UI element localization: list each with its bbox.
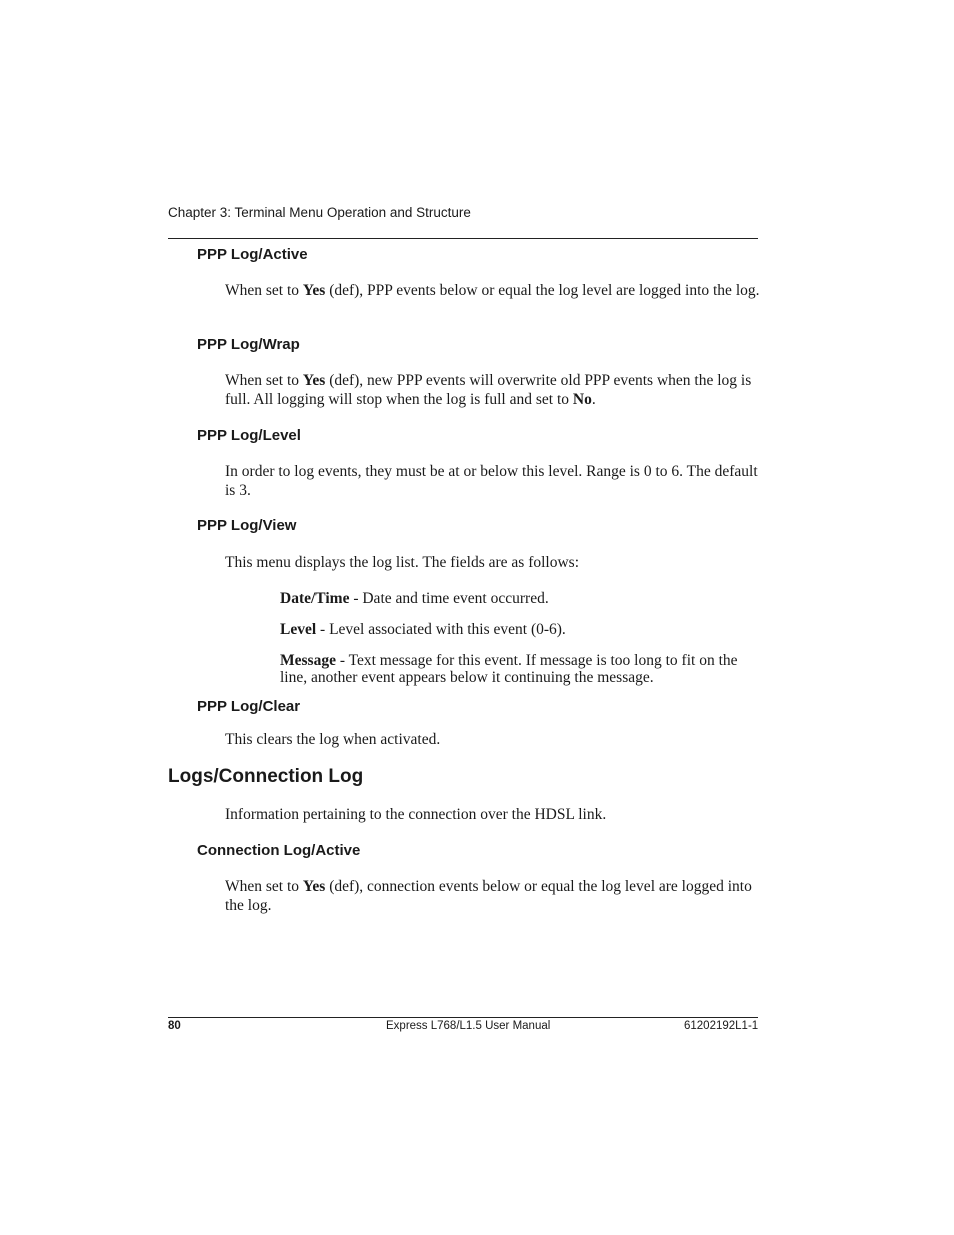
heading-ppp-log-level: PPP Log/Level <box>197 427 301 444</box>
heading-ppp-log-clear: PPP Log/Clear <box>197 698 301 715</box>
paragraph-connection-log-active: When set to Yes (def), connection events below or equal the log level are logged into the log. <box>225 878 752 914</box>
field-definition-datetime: Date/Time - Date and time event occurred. <box>280 590 549 607</box>
footer-rule <box>168 1017 758 1018</box>
paragraph-connection-log: Information pertaining to the connection over the HDSL link. <box>225 806 607 823</box>
field-definition-level: Level - Level associated with this event (0-6). <box>280 621 566 638</box>
running-head: Chapter 3: Terminal Menu Operation and Structure <box>168 205 471 220</box>
header-rule <box>168 238 758 239</box>
footer-doc-number: 61202192L1-1 <box>684 1020 759 1032</box>
paragraph-ppp-log-level: In order to log events, they must be at or below this level. Range is 0 to 6. The default is 3. <box>225 463 758 499</box>
page-number: 80 <box>168 1020 181 1032</box>
field-definition-message: Message - Text message for this event. If message is too long to fit on the line, another event appears below it continuing the message. <box>280 652 738 686</box>
paragraph-ppp-log-view: This menu displays the log list. The fields are as follows: <box>225 554 580 571</box>
footer-title: Express L768/L1.5 User Manual <box>386 1020 551 1032</box>
paragraph-ppp-log-clear: This clears the log when activated. <box>225 731 441 748</box>
paragraph-ppp-log-wrap: When set to Yes (def), new PPP events will overwrite old PPP events when the log is full. All logging will stop when the log is full and set to No. <box>225 372 752 408</box>
heading-ppp-log-wrap: PPP Log/Wrap <box>197 336 300 353</box>
heading-ppp-log-view: PPP Log/View <box>197 517 297 534</box>
heading-logs-connection-log: Logs/Connection Log <box>168 766 364 787</box>
heading-ppp-log-active: PPP Log/Active <box>197 246 308 263</box>
heading-connection-log-active: Connection Log/Active <box>197 842 361 859</box>
paragraph-ppp-log-active: When set to Yes (def), PPP events below or equal the log level are logged into the log. <box>225 282 760 299</box>
